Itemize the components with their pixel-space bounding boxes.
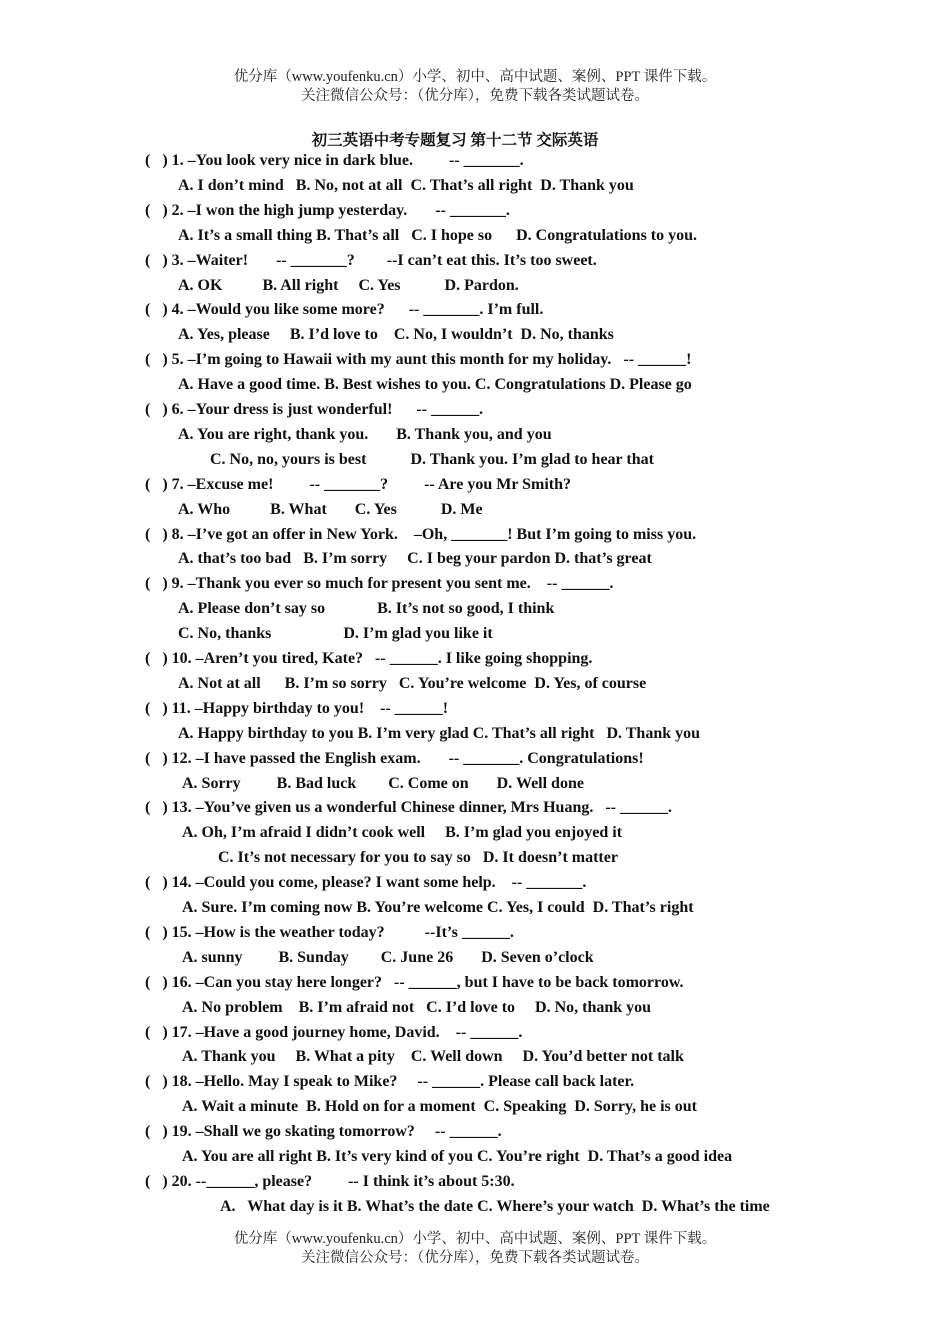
options-line: A. Sorry B. Bad luck C. Come on D. Well done	[182, 774, 584, 792]
options-line: A. sunny B. Sunday C. June 26 D. Seven o’clock	[182, 948, 594, 966]
header-line-2: 关注微信公众号：（优分库），免费下载各类试题试卷。	[301, 88, 649, 104]
header-line-1: 优分库（www.youfenku.cn）小学、初中、高中试题、案例、PPT 课件下载。	[233, 69, 717, 85]
question-line: ( ) 16. –Can you stay here longer? -- ______, but I have to be back tomorrow.	[145, 973, 684, 991]
question-line: ( ) 12. –I have passed the English exam. -- _______. Congratulations!	[145, 749, 644, 767]
footer-line-1: 优分库（www.youfenku.cn）小学、初中、高中试题、案例、PPT 课件下载。	[233, 1231, 717, 1247]
options-line: A. Wait a minute B. Hold on for a moment C. Speaking D. Sorry, he is out	[182, 1098, 698, 1116]
question-line: ( ) 9. –Thank you ever so much for present you sent me. -- ______.	[145, 575, 614, 593]
options-line: A. Have a good time. B. Best wishes to you. C. Congratulations D. Please go	[178, 376, 692, 394]
question-line: ( ) 13. –You’ve given us a wonderful Chinese dinner, Mrs Huang. -- ______.	[145, 799, 672, 817]
page-footer	[0, 1230, 950, 1268]
options-line: A. You are right, thank you. B. Thank you, and you	[178, 425, 552, 443]
question-line: ( ) 15. –How is the weather today? --It’s ______.	[145, 923, 514, 941]
question-line: ( ) 18. –Hello. May I speak to Mike? -- ______. Please call back later.	[145, 1073, 635, 1091]
options-line: A. You are all right B. It’s very kind of you C. You’re right D. That’s a good idea	[182, 1148, 733, 1165]
options-line: A. Not at all B. I’m so sorry C. You’re welcome D. Yes, of course	[178, 674, 647, 692]
question-line: ( ) 8. –I’ve got an offer in New York. –Oh, _______! But I’m going to miss you.	[145, 525, 697, 543]
question-line: ( ) 4. –Would you like some more? -- _______. I’m full.	[145, 301, 544, 319]
options-line: A. Yes, please B. I’d love to C. No, I wouldn’t D. No, thanks	[178, 326, 614, 344]
page-header	[0, 68, 950, 106]
footer-line-2: 关注微信公众号：（优分库），免费下载各类试题试卷。	[301, 1250, 649, 1266]
options-line: A. It’s a small thing B. That’s all C. I hope so D. Congratulations to you.	[178, 226, 698, 244]
options-line: C. No, no, yours is best D. Thank you. I’m glad to hear that	[210, 450, 654, 468]
question-line: ( ) 1. –You look very nice in dark blue. -- _______.	[145, 152, 524, 169]
question-line: ( ) 3. –Waiter! -- _______? --I can’t eat this. It’s too sweet.	[145, 251, 597, 269]
question-line: ( ) 10. –Aren’t you tired, Kate? -- ______. I like going shopping.	[145, 650, 593, 667]
options-line: A. I don’t mind B. No, not at all C. That’s all right D. Thank you	[178, 176, 634, 194]
question-line: ( ) 19. –Shall we go skating tomorrow? -- ______.	[145, 1123, 502, 1141]
question-line: ( ) 6. –Your dress is just wonderful! -- ______.	[145, 401, 484, 418]
question-line: ( ) 7. –Excuse me! -- _______? -- Are you Mr Smith?	[145, 475, 572, 493]
question-line: ( ) 20. --______, please? -- I think it’s about 5:30.	[145, 1172, 515, 1190]
options-line: A. Happy birthday to you B. I’m very glad C. That’s all right D. Thank you	[178, 724, 701, 742]
options-line: A. Please don’t say so B. It’s not so good, I think	[178, 600, 555, 618]
question-line: ( ) 11. –Happy birthday to you! -- ______!	[145, 699, 449, 717]
options-line: C. No, thanks D. I’m glad you like it	[178, 625, 493, 643]
options-line: C. It’s not necessary for you to say so D. It doesn’t matter	[218, 849, 618, 867]
question-line: ( ) 17. –Have a good journey home, David. -- ______.	[145, 1023, 523, 1041]
document-title: 初三英语中考专题复习 第十二节 交际英语	[311, 132, 599, 149]
question-line: ( ) 2. –I won the high jump yesterday. -- _______.	[145, 201, 510, 219]
options-line: A. Sure. I’m coming now B. You’re welcome C. Yes, I could D. That’s right	[182, 899, 694, 916]
options-line: A. No problem B. I’m afraid not C. I’d love to D. No, thank you	[182, 998, 652, 1016]
question-line: ( ) 5. –I’m going to Hawaii with my aunt this month for my holiday. -- ______!	[145, 351, 692, 369]
options-line: A. Who B. What C. Yes D. Me	[178, 500, 483, 518]
options-line: A. that’s too bad B. I’m sorry C. I beg your pardon D. that’s great	[178, 550, 652, 568]
options-line: A. OK B. All right C. Yes D. Pardon.	[178, 276, 519, 294]
options-line: A. What day is it B. What’s the date C. Where’s your watch D. What’s the time	[220, 1197, 770, 1215]
options-line: A. Thank you B. What a pity C. Well down D. You’d better not talk	[182, 1048, 684, 1066]
question-line: ( ) 14. –Could you come, please? I want some help. -- _______.	[145, 874, 587, 892]
options-line: A. Oh, I’m afraid I didn’t cook well B. I’m glad you enjoyed it	[182, 824, 623, 842]
